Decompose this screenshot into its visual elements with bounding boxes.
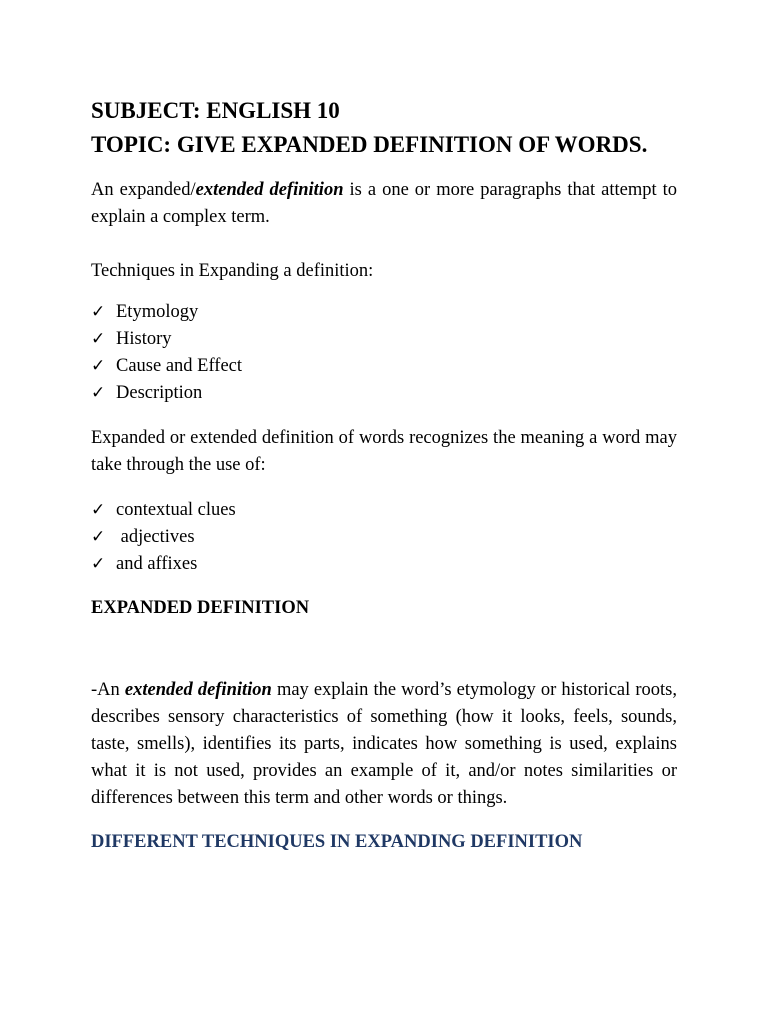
subject-line: SUBJECT: ENGLISH 10	[91, 98, 340, 123]
document-page	[91, 94, 677, 856]
expanded-definition-heading: EXPANDED DEFINITION	[91, 598, 310, 618]
checkmark-icon: ✓	[91, 500, 106, 520]
list-item-label: Etymology	[116, 302, 199, 322]
expanded-paragraph: Expanded or extended definition of words recognizes the meaning a word may take through the use of:	[91, 428, 677, 475]
list-item	[91, 380, 677, 407]
list-item-label: Cause and Effect	[116, 356, 243, 376]
checkmark-icon: ✓	[91, 554, 106, 574]
document-title	[91, 94, 677, 162]
intro-suffix: is a one or more paragraphs that attempt to explain a complex term.	[91, 180, 678, 227]
list-item	[91, 497, 677, 524]
definition-suffix: may explain the word’s etymology or historical roots, describes sensory characteristics of something (how it looks, feels, sounds, taste, smells), identifies its parts, indicates how something is used, explains what it is not used, provides an example of it, and/or notes similarities or differences between this term and other words or things.	[91, 680, 677, 808]
uses-list	[91, 497, 677, 578]
checkmark-icon: ✓	[91, 383, 106, 403]
list-item-label: contextual clues	[116, 500, 236, 520]
list-item	[91, 299, 677, 326]
definition-emphasis: extended definition	[124, 680, 272, 700]
checkmark-icon: ✓	[91, 302, 106, 322]
list-item-label: adjectives	[116, 527, 195, 547]
techniques-list	[91, 299, 677, 407]
checkmark-icon: ✓	[91, 356, 106, 376]
list-item-label: History	[116, 329, 172, 349]
list-item	[91, 524, 677, 551]
list-item	[91, 326, 677, 353]
list-item	[91, 551, 677, 578]
techniques-label: Techniques in Expanding a definition:	[91, 261, 374, 281]
list-item-label: and affixes	[116, 554, 198, 574]
definition-prefix: -An	[91, 680, 125, 700]
list-item-label: Description	[116, 383, 203, 403]
checkmark-icon: ✓	[91, 329, 106, 349]
intro-paragraph	[91, 177, 677, 231]
techniques-heading: DIFFERENT TECHNIQUES IN EXPANDING DEFINITION	[91, 832, 583, 852]
list-item	[91, 353, 677, 380]
intro-emphasis: extended definition	[195, 180, 344, 200]
definition-paragraph	[91, 677, 677, 812]
checkmark-icon: ✓	[91, 527, 106, 547]
topic-line: TOPIC: GIVE EXPANDED DEFINITION OF WORDS.	[91, 132, 648, 157]
intro-prefix: An expanded/	[91, 180, 196, 200]
